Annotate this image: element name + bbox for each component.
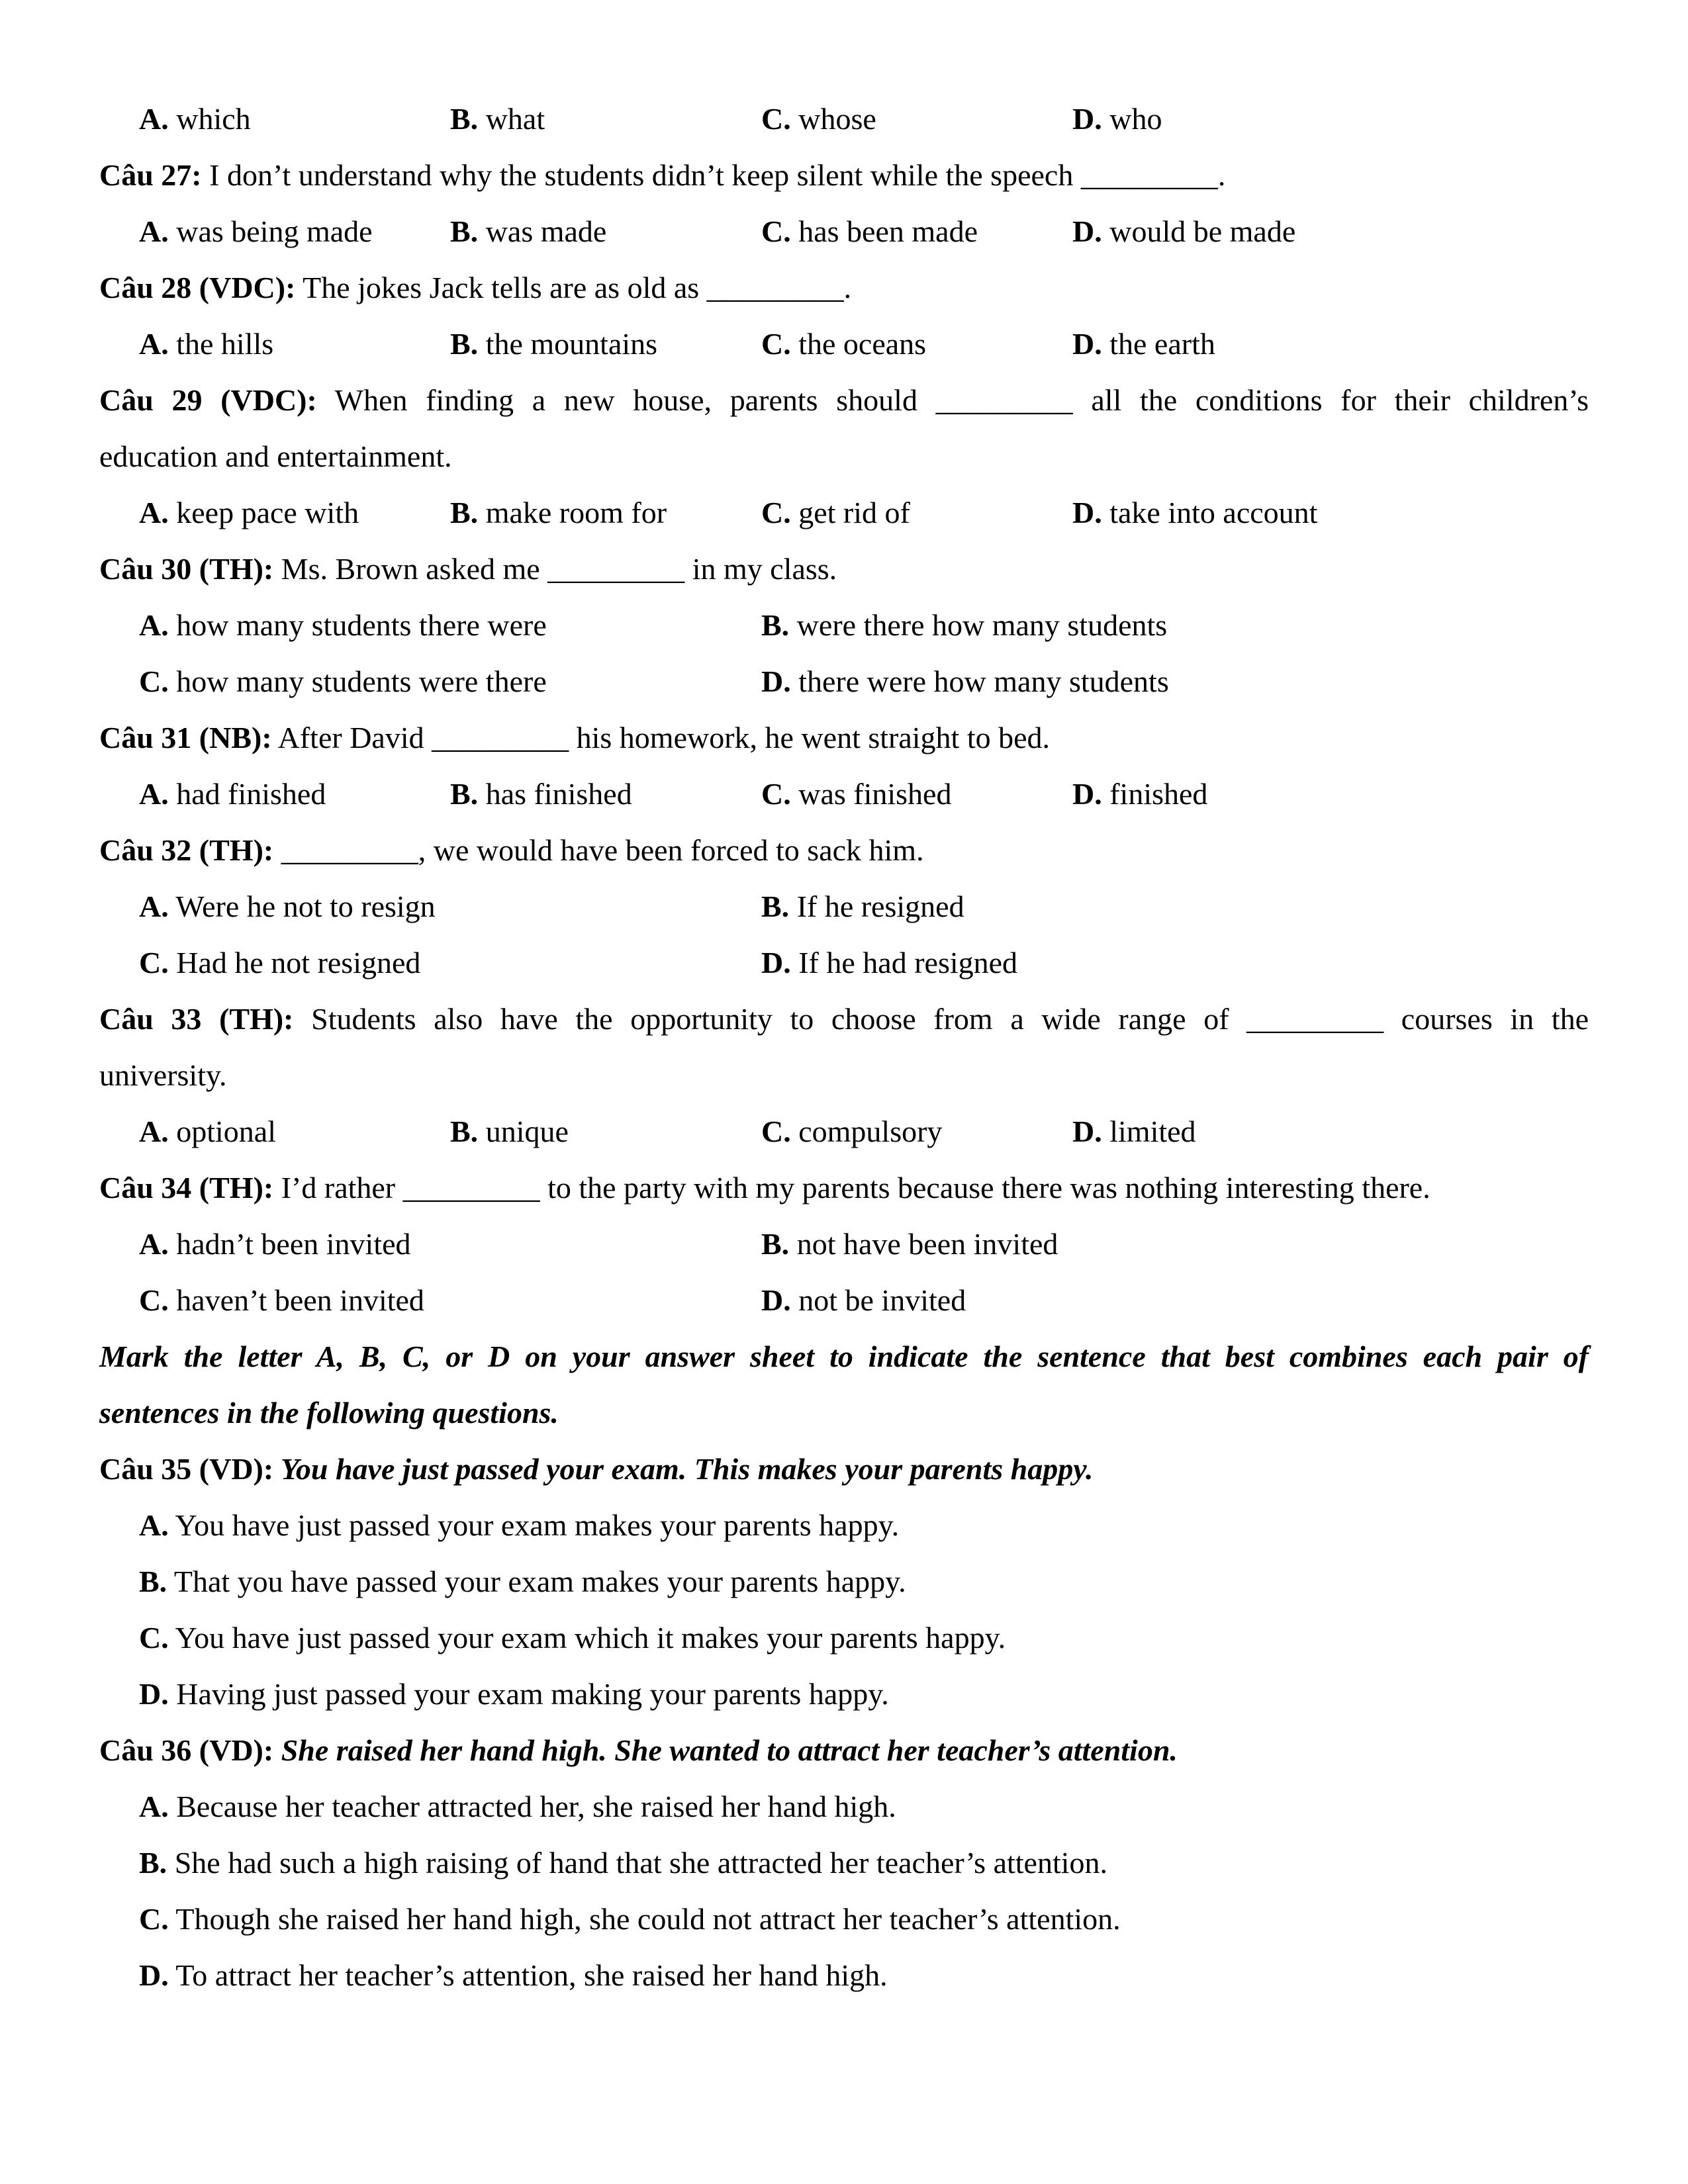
q28-option-b: B. the mountains bbox=[450, 327, 658, 361]
q30-option-b: B. were there how many students bbox=[761, 608, 1168, 642]
q32-option-d: D. If he had resigned bbox=[761, 946, 1018, 979]
q31-option-c: C. was finished bbox=[761, 777, 952, 811]
q28-stem: Câu 28 (VDC): The jokes Jack tells are as old as _________. bbox=[99, 271, 852, 304]
q26-option-c: C. whose bbox=[761, 102, 876, 136]
q28-option-c: C. the oceans bbox=[761, 327, 927, 361]
q32-option-a: A. Were he not to resign bbox=[139, 889, 436, 923]
q28-option-d: D. the earth bbox=[1072, 327, 1215, 361]
q32-stem: Câu 32 (TH): _________, we would have been forced to sack him. bbox=[99, 833, 924, 867]
q29-option-b: B. make room for bbox=[450, 496, 667, 529]
q34-option-b: B. not have been invited bbox=[761, 1227, 1058, 1261]
q36-option-d: D. To attract her teacher’s attention, she raised her hand high. bbox=[139, 1958, 888, 1992]
q33-option-d: D. limited bbox=[1072, 1115, 1196, 1148]
q31-option-d: D. finished bbox=[1072, 777, 1208, 811]
q31-stem: Câu 31 (NB): After David _________ his homework, he went straight to bed. bbox=[99, 721, 1051, 754]
q31-option-b: B. has finished bbox=[450, 777, 632, 811]
q33-option-a: A. optional bbox=[139, 1115, 276, 1148]
q31-option-a: A. had finished bbox=[139, 777, 326, 811]
q29-option-d: D. take into account bbox=[1072, 496, 1318, 529]
q27-stem: Câu 27: I don’t understand why the students didn’t keep silent while the speech _________. bbox=[99, 158, 1226, 192]
section-instruction-line1: Mark the letter A, B, C, or D on your answer sheet to indicate the sentence that best combines each pair of bbox=[99, 1340, 1589, 1373]
q35-option-a: A. You have just passed your exam makes your parents happy. bbox=[139, 1508, 900, 1542]
q32-option-b: B. If he resigned bbox=[761, 889, 964, 923]
q30-option-c: C. how many students were there bbox=[139, 664, 547, 698]
q36-option-a: A. Because her teacher attracted her, she raised her hand high. bbox=[139, 1790, 896, 1823]
q34-stem: Câu 34 (TH): I’d rather _________ to the party with my parents because there was nothing interesting there. bbox=[99, 1171, 1430, 1205]
q27-option-a: A. was being made bbox=[139, 214, 373, 248]
q33-stem-line1: Câu 33 (TH): Students also have the opportunity to choose from a wide range of _________ courses in the bbox=[99, 1002, 1589, 1036]
q36-stem: Câu 36 (VD): She raised her hand high. She wanted to attract her teacher’s attention. bbox=[99, 1733, 1178, 1767]
q33-stem-line2: university. bbox=[99, 1058, 227, 1092]
q36-option-b: B. She had such a high raising of hand that she attracted her teacher’s attention. bbox=[139, 1846, 1108, 1880]
q36-option-c: C. Though she raised her hand high, she could not attract her teacher’s attention. bbox=[139, 1902, 1121, 1936]
q27-option-c: C. has been made bbox=[761, 214, 978, 248]
q26-option-a: A. which bbox=[139, 102, 251, 136]
q30-stem: Câu 30 (TH): Ms. Brown asked me _________ in my class. bbox=[99, 552, 837, 586]
q29-option-a: A. keep pace with bbox=[139, 496, 359, 529]
section-instruction-line2: sentences in the following questions. bbox=[99, 1396, 559, 1430]
q34-option-a: A. hadn’t been invited bbox=[139, 1227, 411, 1261]
q29-option-c: C. get rid of bbox=[761, 496, 910, 529]
q35-option-c: C. You have just passed your exam which it makes your parents happy. bbox=[139, 1621, 1006, 1655]
q28-option-a: A. the hills bbox=[139, 327, 274, 361]
q35-stem: Câu 35 (VD): You have just passed your exam. This makes your parents happy. bbox=[99, 1452, 1094, 1486]
q27-option-d: D. would be made bbox=[1072, 214, 1296, 248]
q34-option-c: C. haven’t been invited bbox=[139, 1283, 424, 1317]
q35-option-d: D. Having just passed your exam making your parents happy. bbox=[139, 1677, 889, 1711]
q34-option-d: D. not be invited bbox=[761, 1283, 966, 1317]
q33-option-c: C. compulsory bbox=[761, 1115, 943, 1148]
q29-stem-line1: Câu 29 (VDC): When finding a new house, parents should _________ all the conditions for their children’s bbox=[99, 383, 1589, 417]
q26-option-b: B. what bbox=[450, 102, 545, 136]
q27-option-b: B. was made bbox=[450, 214, 607, 248]
q29-stem-line2: education and entertainment. bbox=[99, 439, 452, 473]
q30-option-a: A. how many students there were bbox=[139, 608, 547, 642]
q30-option-d: D. there were how many students bbox=[761, 664, 1169, 698]
q26-option-d: D. who bbox=[1072, 102, 1162, 136]
q32-option-c: C. Had he not resigned bbox=[139, 946, 421, 979]
q35-option-b: B. That you have passed your exam makes your parents happy. bbox=[139, 1565, 906, 1598]
q33-option-b: B. unique bbox=[450, 1115, 569, 1148]
